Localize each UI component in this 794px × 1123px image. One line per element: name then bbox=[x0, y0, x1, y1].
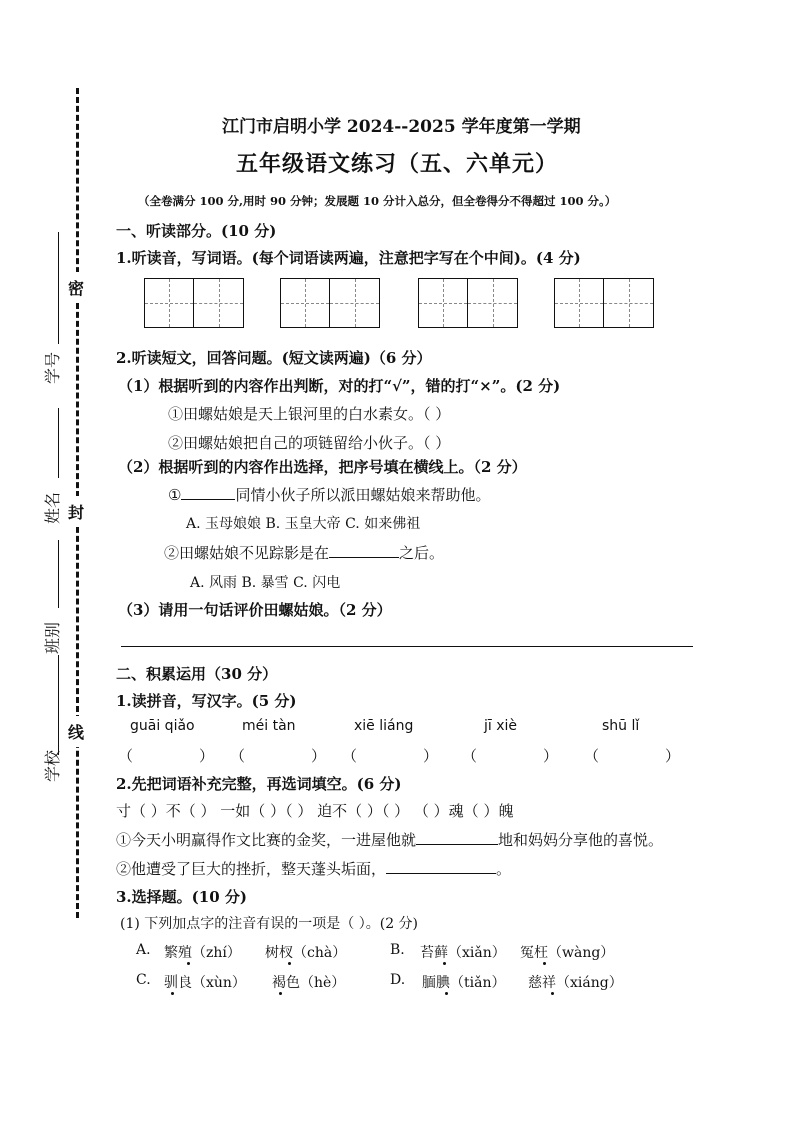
q2-2-a-blank[interactable] bbox=[181, 499, 235, 500]
q2-2-a-post: 同情小伙子所以派田螺姑娘来帮助他。 bbox=[235, 486, 491, 504]
paren-open-2[interactable]: （ bbox=[230, 747, 246, 765]
opt-d-2: 慈祥（xiáng） bbox=[528, 975, 623, 991]
opt-b-2: 冤枉（wàng） bbox=[520, 945, 615, 961]
tianzige-1[interactable] bbox=[144, 278, 244, 328]
xingming-label: 姓名 bbox=[43, 491, 62, 524]
opt-a-label[interactable]: A. bbox=[136, 942, 151, 958]
part2-title: 二、积累运用（30 分） bbox=[116, 665, 278, 683]
fill-1-blank[interactable] bbox=[416, 844, 498, 845]
emphasis-dot bbox=[279, 992, 282, 995]
q2-1-b: ②田螺姑娘把自己的项链留给小伙子。（ ） bbox=[168, 434, 451, 452]
part1-q2-1: （1）根据听到的内容作出判断，对的打“√”，错的打“×”。(2 分) bbox=[118, 377, 561, 395]
part1-title: 一、听读部分。(10 分) bbox=[116, 222, 277, 240]
xuexiao-label: 学校 bbox=[43, 749, 62, 782]
paren-open-3[interactable]: （ bbox=[342, 747, 358, 765]
fill-sentence-2 bbox=[116, 858, 511, 879]
fill-1-post: 地和妈妈分享他的喜悦。 bbox=[498, 831, 664, 849]
part1-q2-3: （3）请用一句话评价田螺姑娘。（2 分） bbox=[118, 601, 392, 619]
paren-open-4[interactable]: （ bbox=[462, 747, 478, 765]
banbie-label: 班别 bbox=[43, 621, 62, 654]
opt-d-1: 腼腆（tiǎn） bbox=[422, 975, 506, 991]
paren-open-1[interactable]: （ bbox=[118, 747, 134, 765]
fill-sentence-1 bbox=[116, 829, 663, 850]
pinyin-4: jī xiè bbox=[484, 718, 518, 734]
emphasis-dot bbox=[551, 992, 554, 995]
emphasis-dot bbox=[445, 992, 448, 995]
paren-close-5: ） bbox=[665, 747, 681, 765]
binding-feng: 封 bbox=[68, 496, 84, 527]
fill-2-blank[interactable] bbox=[386, 873, 496, 874]
part1-q2-2: （2）根据听到的内容作出选择，把序号填在横线上。（2 分） bbox=[118, 458, 527, 476]
idiom-row[interactable]: 寸（ ）不（ ） 一如（ ）（ ） 迫不（ ）（ ） （ ）魂（ ）魄 bbox=[116, 802, 514, 820]
paren-close-4: ） bbox=[543, 747, 559, 765]
paren-close-1: ） bbox=[199, 747, 215, 765]
exam-note: （全卷满分 100 分,用时 90 分钟；发展题 10 分计入总分，但全卷得分不得超过 100 分。） bbox=[138, 194, 617, 208]
q2-2-b-options: A. 风雨 B. 暴雪 C. 闪电 bbox=[190, 575, 341, 591]
opt-a-2: 树杈（chà） bbox=[265, 945, 347, 961]
emphasis-dot bbox=[288, 962, 291, 965]
q2-2-b-pre: ②田螺姑娘不见踪影是在 bbox=[164, 544, 330, 562]
banbie-line bbox=[58, 540, 59, 608]
fill-2-pre: ②他遭受了巨大的挫折，整天蓬头垢面， bbox=[116, 860, 387, 878]
part2-q1: 1.读拼音，写汉字。(5 分) bbox=[116, 692, 297, 710]
opt-b-label[interactable]: B. bbox=[390, 942, 405, 958]
xuexiao-line bbox=[58, 655, 59, 755]
q2-2-a bbox=[168, 484, 490, 505]
q3-1: (1) 下列加点字的注音有误的一项是（ ）。(2 分) bbox=[120, 916, 419, 932]
q2-2-b-blank[interactable] bbox=[329, 557, 399, 558]
q2-3-answer-line[interactable] bbox=[121, 646, 693, 647]
q2-1-a: ①田螺姑娘是天上银河里的白水素女。（ ） bbox=[168, 405, 451, 423]
fill-2-post: 。 bbox=[496, 860, 512, 878]
binding-mi: 密 bbox=[68, 272, 84, 303]
main-title: 五年级语文练习（五、六单元） bbox=[236, 151, 559, 177]
opt-d-label[interactable]: D. bbox=[390, 972, 406, 988]
xingming-line bbox=[58, 408, 59, 478]
tianzige-4[interactable] bbox=[554, 278, 654, 328]
q2-2-b bbox=[164, 542, 444, 563]
emphasis-dot bbox=[187, 962, 190, 965]
emphasis-dot bbox=[543, 962, 546, 965]
pinyin-3: xiē liáng bbox=[354, 718, 414, 734]
part2-q2: 2.先把词语补充完整，再选词填空。(6 分) bbox=[116, 775, 402, 793]
school-title: 江门市启明小学 2024--2025 学年度第一学期 bbox=[222, 117, 581, 137]
paren-close-3: ） bbox=[423, 747, 439, 765]
opt-a-1: 繁殖（zhí） bbox=[164, 945, 241, 961]
q2-2-a-pre: ① bbox=[168, 486, 182, 504]
tianzige-2[interactable] bbox=[280, 278, 380, 328]
xuehao-label: 学号 bbox=[43, 351, 62, 384]
emphasis-dot bbox=[443, 962, 446, 965]
pinyin-5: shū lǐ bbox=[602, 718, 640, 734]
opt-c-label[interactable]: C. bbox=[136, 972, 151, 988]
opt-c-1: 驯良（xùn） bbox=[164, 975, 246, 991]
binding-xian: 线 bbox=[68, 716, 84, 747]
opt-b-1: 苔藓（xiǎn） bbox=[420, 945, 506, 961]
pinyin-2: méi tàn bbox=[242, 718, 296, 734]
opt-c-2: 褐色（hè） bbox=[272, 975, 346, 991]
paren-open-5[interactable]: （ bbox=[584, 747, 600, 765]
fill-1-pre: ①今天小明赢得作文比赛的金奖，一进屋他就 bbox=[116, 831, 417, 849]
q2-2-a-options: A. 玉母娘娘 B. 玉皇大帝 C. 如来佛祖 bbox=[186, 516, 421, 532]
part2-q3: 3.选择题。(10 分) bbox=[116, 888, 247, 906]
part1-q2: 2.听读短文，回答问题。(短文读两遍)（6 分） bbox=[116, 349, 432, 367]
emphasis-dot bbox=[171, 992, 174, 995]
tianzige-3[interactable] bbox=[418, 278, 518, 328]
pinyin-1: guāi qiǎo bbox=[130, 718, 195, 734]
paren-close-2: ） bbox=[311, 747, 327, 765]
part1-q1: 1.听读音，写词语。(每个词语读两遍，注意把字写在个中间)。(4 分) bbox=[116, 249, 581, 267]
q2-2-b-post: 之后。 bbox=[399, 544, 445, 562]
xuehao-line bbox=[58, 232, 59, 344]
